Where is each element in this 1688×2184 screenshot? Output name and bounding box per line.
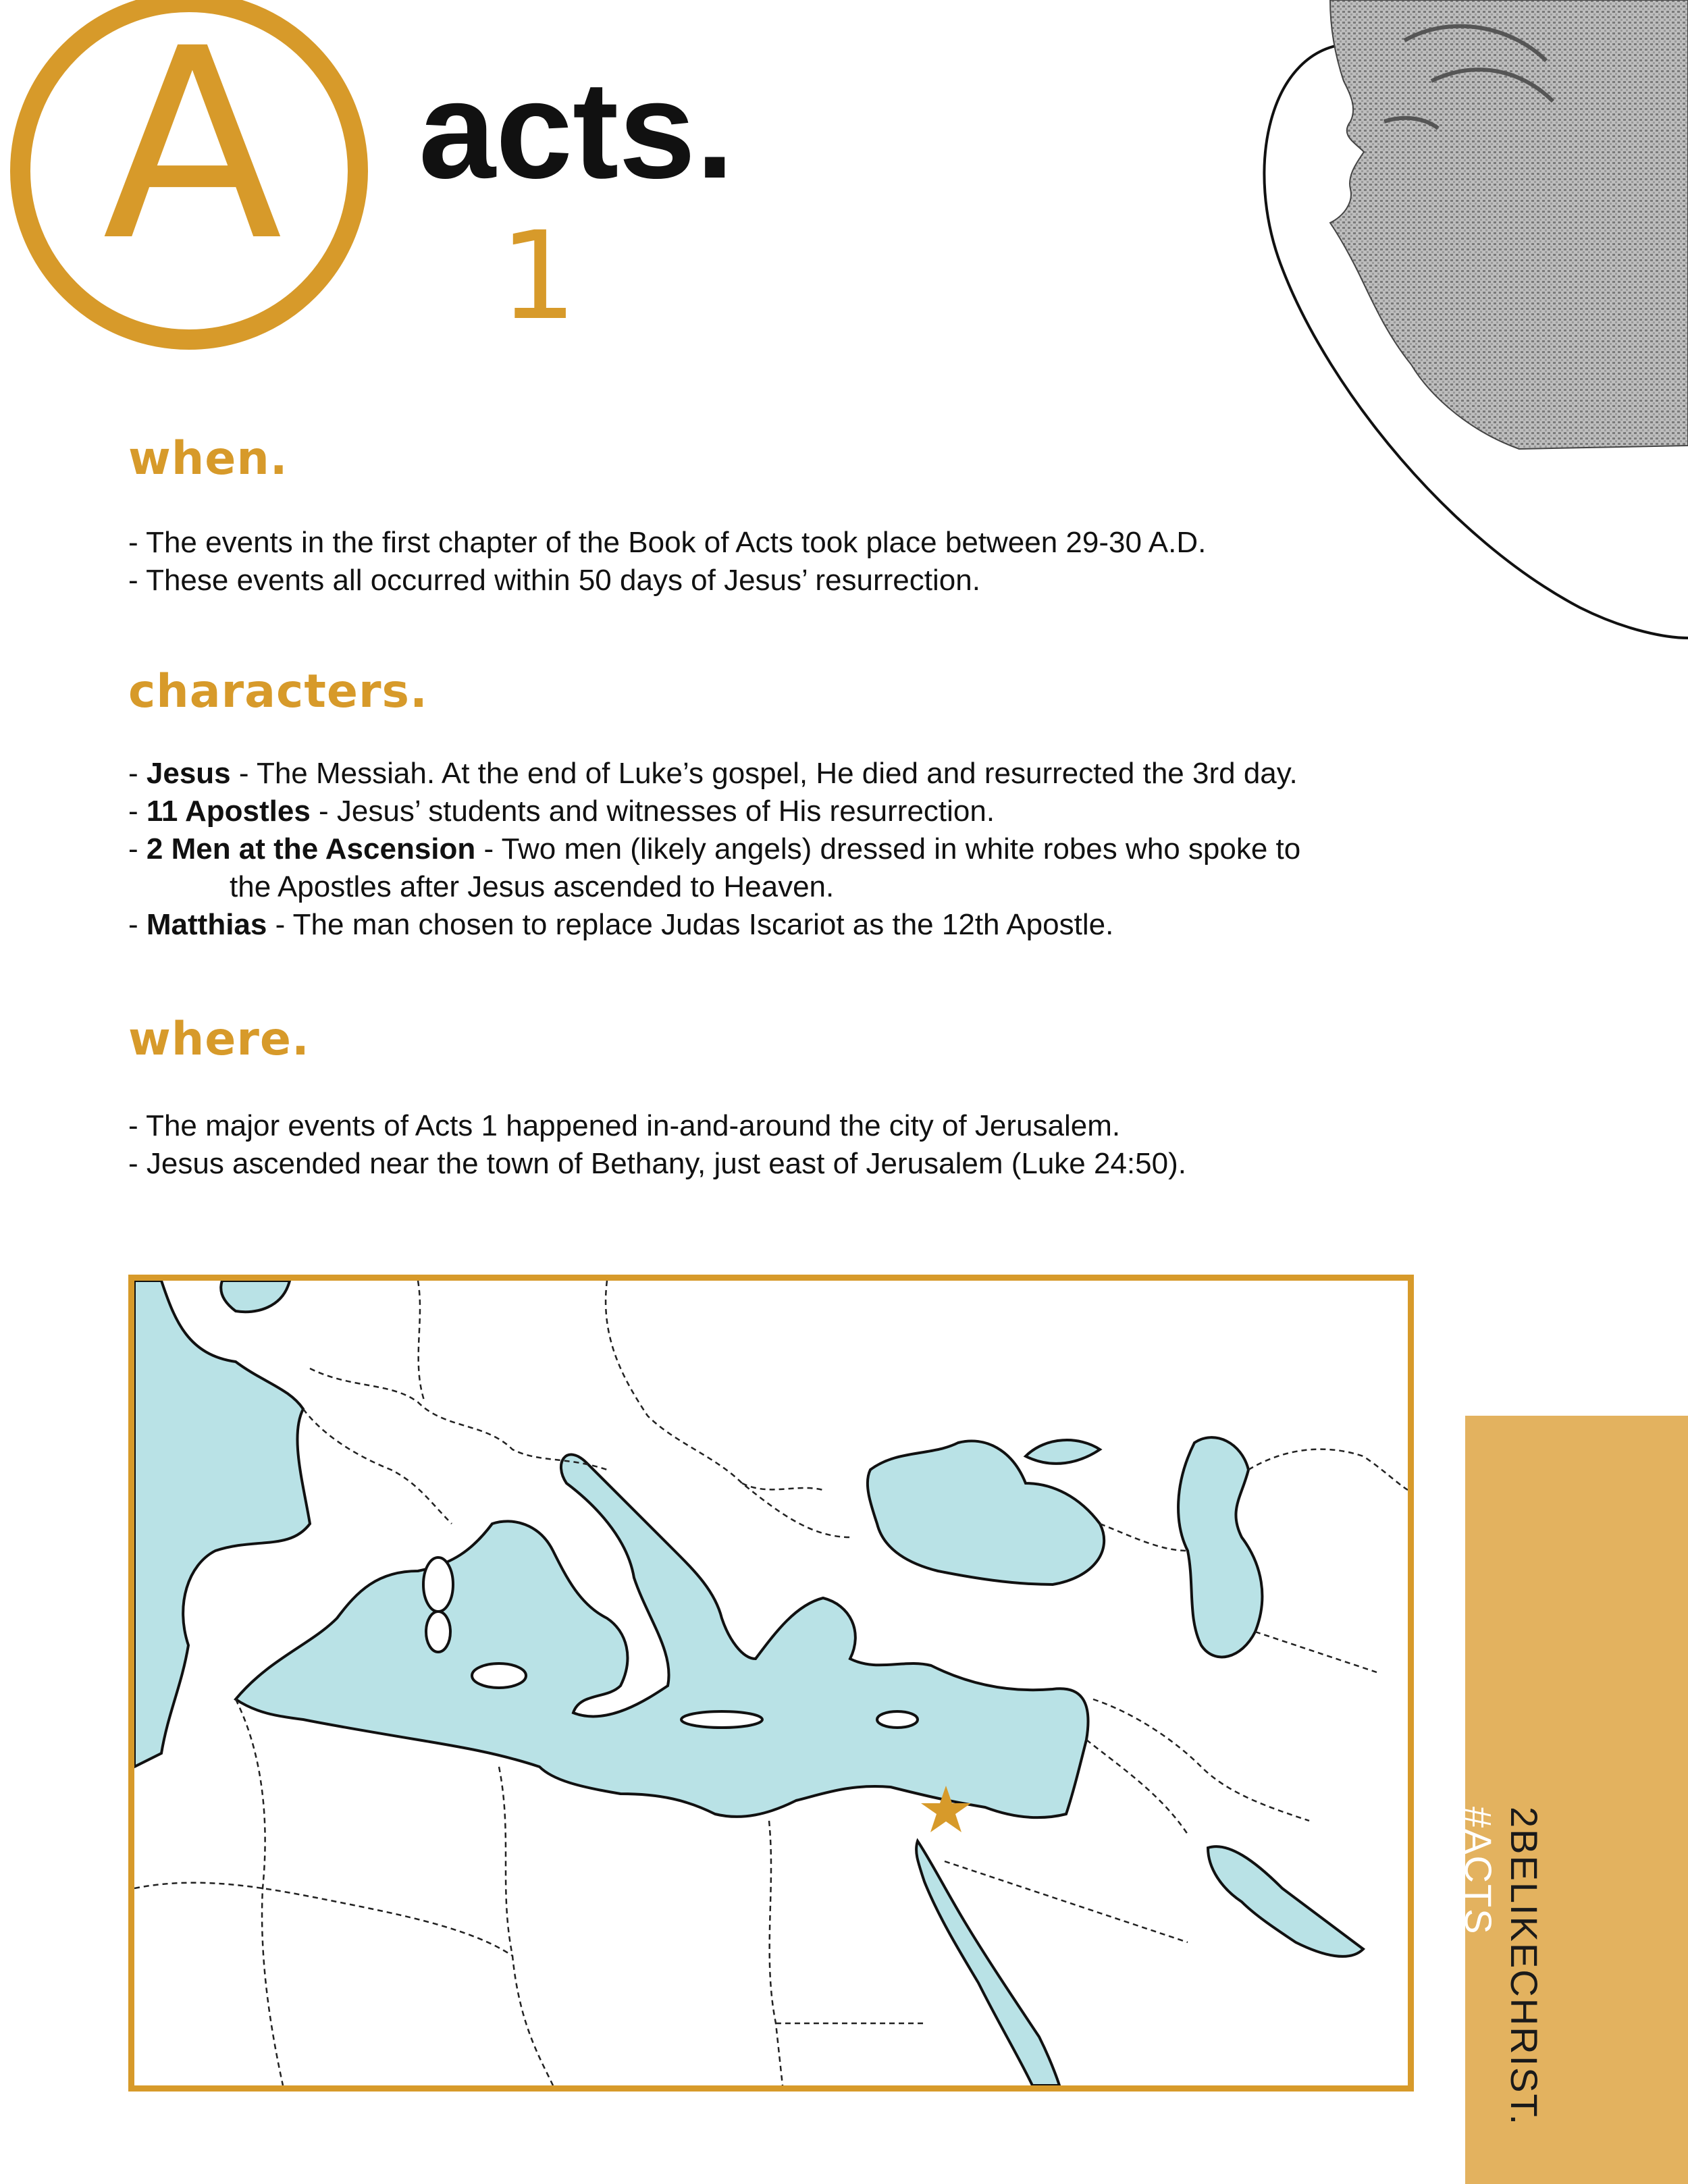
where-line-2: - Jesus ascended near the town of Bethany, just east of Jerusalem (Luke 24:50). — [128, 1147, 1186, 1180]
character-name: 11 Apostles — [146, 795, 311, 828]
character-matthias: - Matthias - The man chosen to replace Judas Iscariot as the 12th Apostle. — [128, 908, 1114, 941]
hashtag-acts: #ACTS — [1457, 1807, 1500, 1936]
character-jesus: - Jesus - The Messiah. At the end of Luke’s gospel, He died and resurrected the 3rd day. — [128, 757, 1298, 790]
chapter-number: 1 — [500, 206, 577, 347]
characters-heading: characters. — [128, 665, 428, 718]
character-name: 2 Men at the Ascension — [146, 832, 476, 865]
mediterranean-map — [128, 1275, 1414, 2092]
character-two-men-continued: the Apostles after Jesus ascended to Heaven. — [230, 870, 835, 903]
when-heading: when. — [128, 432, 288, 485]
where-heading: where. — [128, 1013, 310, 1066]
sidebar-band — [1465, 1416, 1688, 2184]
map-svg — [134, 1281, 1408, 2085]
where-line-1: - The major events of Acts 1 happened in-and-around the city of Jerusalem. — [128, 1109, 1121, 1142]
character-apostles: - 11 Apostles - Jesus’ students and witnesses of His resurrection. — [128, 795, 995, 828]
character-two-men: - 2 Men at the Ascension - Two men (likely angels) dressed in white robes who spoke to — [128, 832, 1301, 865]
hashtag-2belikechrist: 2BELIKECHRIST. — [1503, 1807, 1546, 2127]
character-name: Jesus — [146, 757, 231, 790]
logo-letter: A — [102, 0, 283, 298]
when-line-2: - These events all occurred within 50 days of Jesus’ resurrection. — [128, 564, 980, 597]
star-icon — [919, 1783, 973, 1837]
when-line-1: - The events in the first chapter of the Book of Acts took place between 29-30 A.D. — [128, 526, 1207, 559]
page-title: acts. — [419, 53, 735, 207]
roman-bust-illustration — [1229, 0, 1688, 648]
character-name: Matthias — [146, 908, 267, 941]
